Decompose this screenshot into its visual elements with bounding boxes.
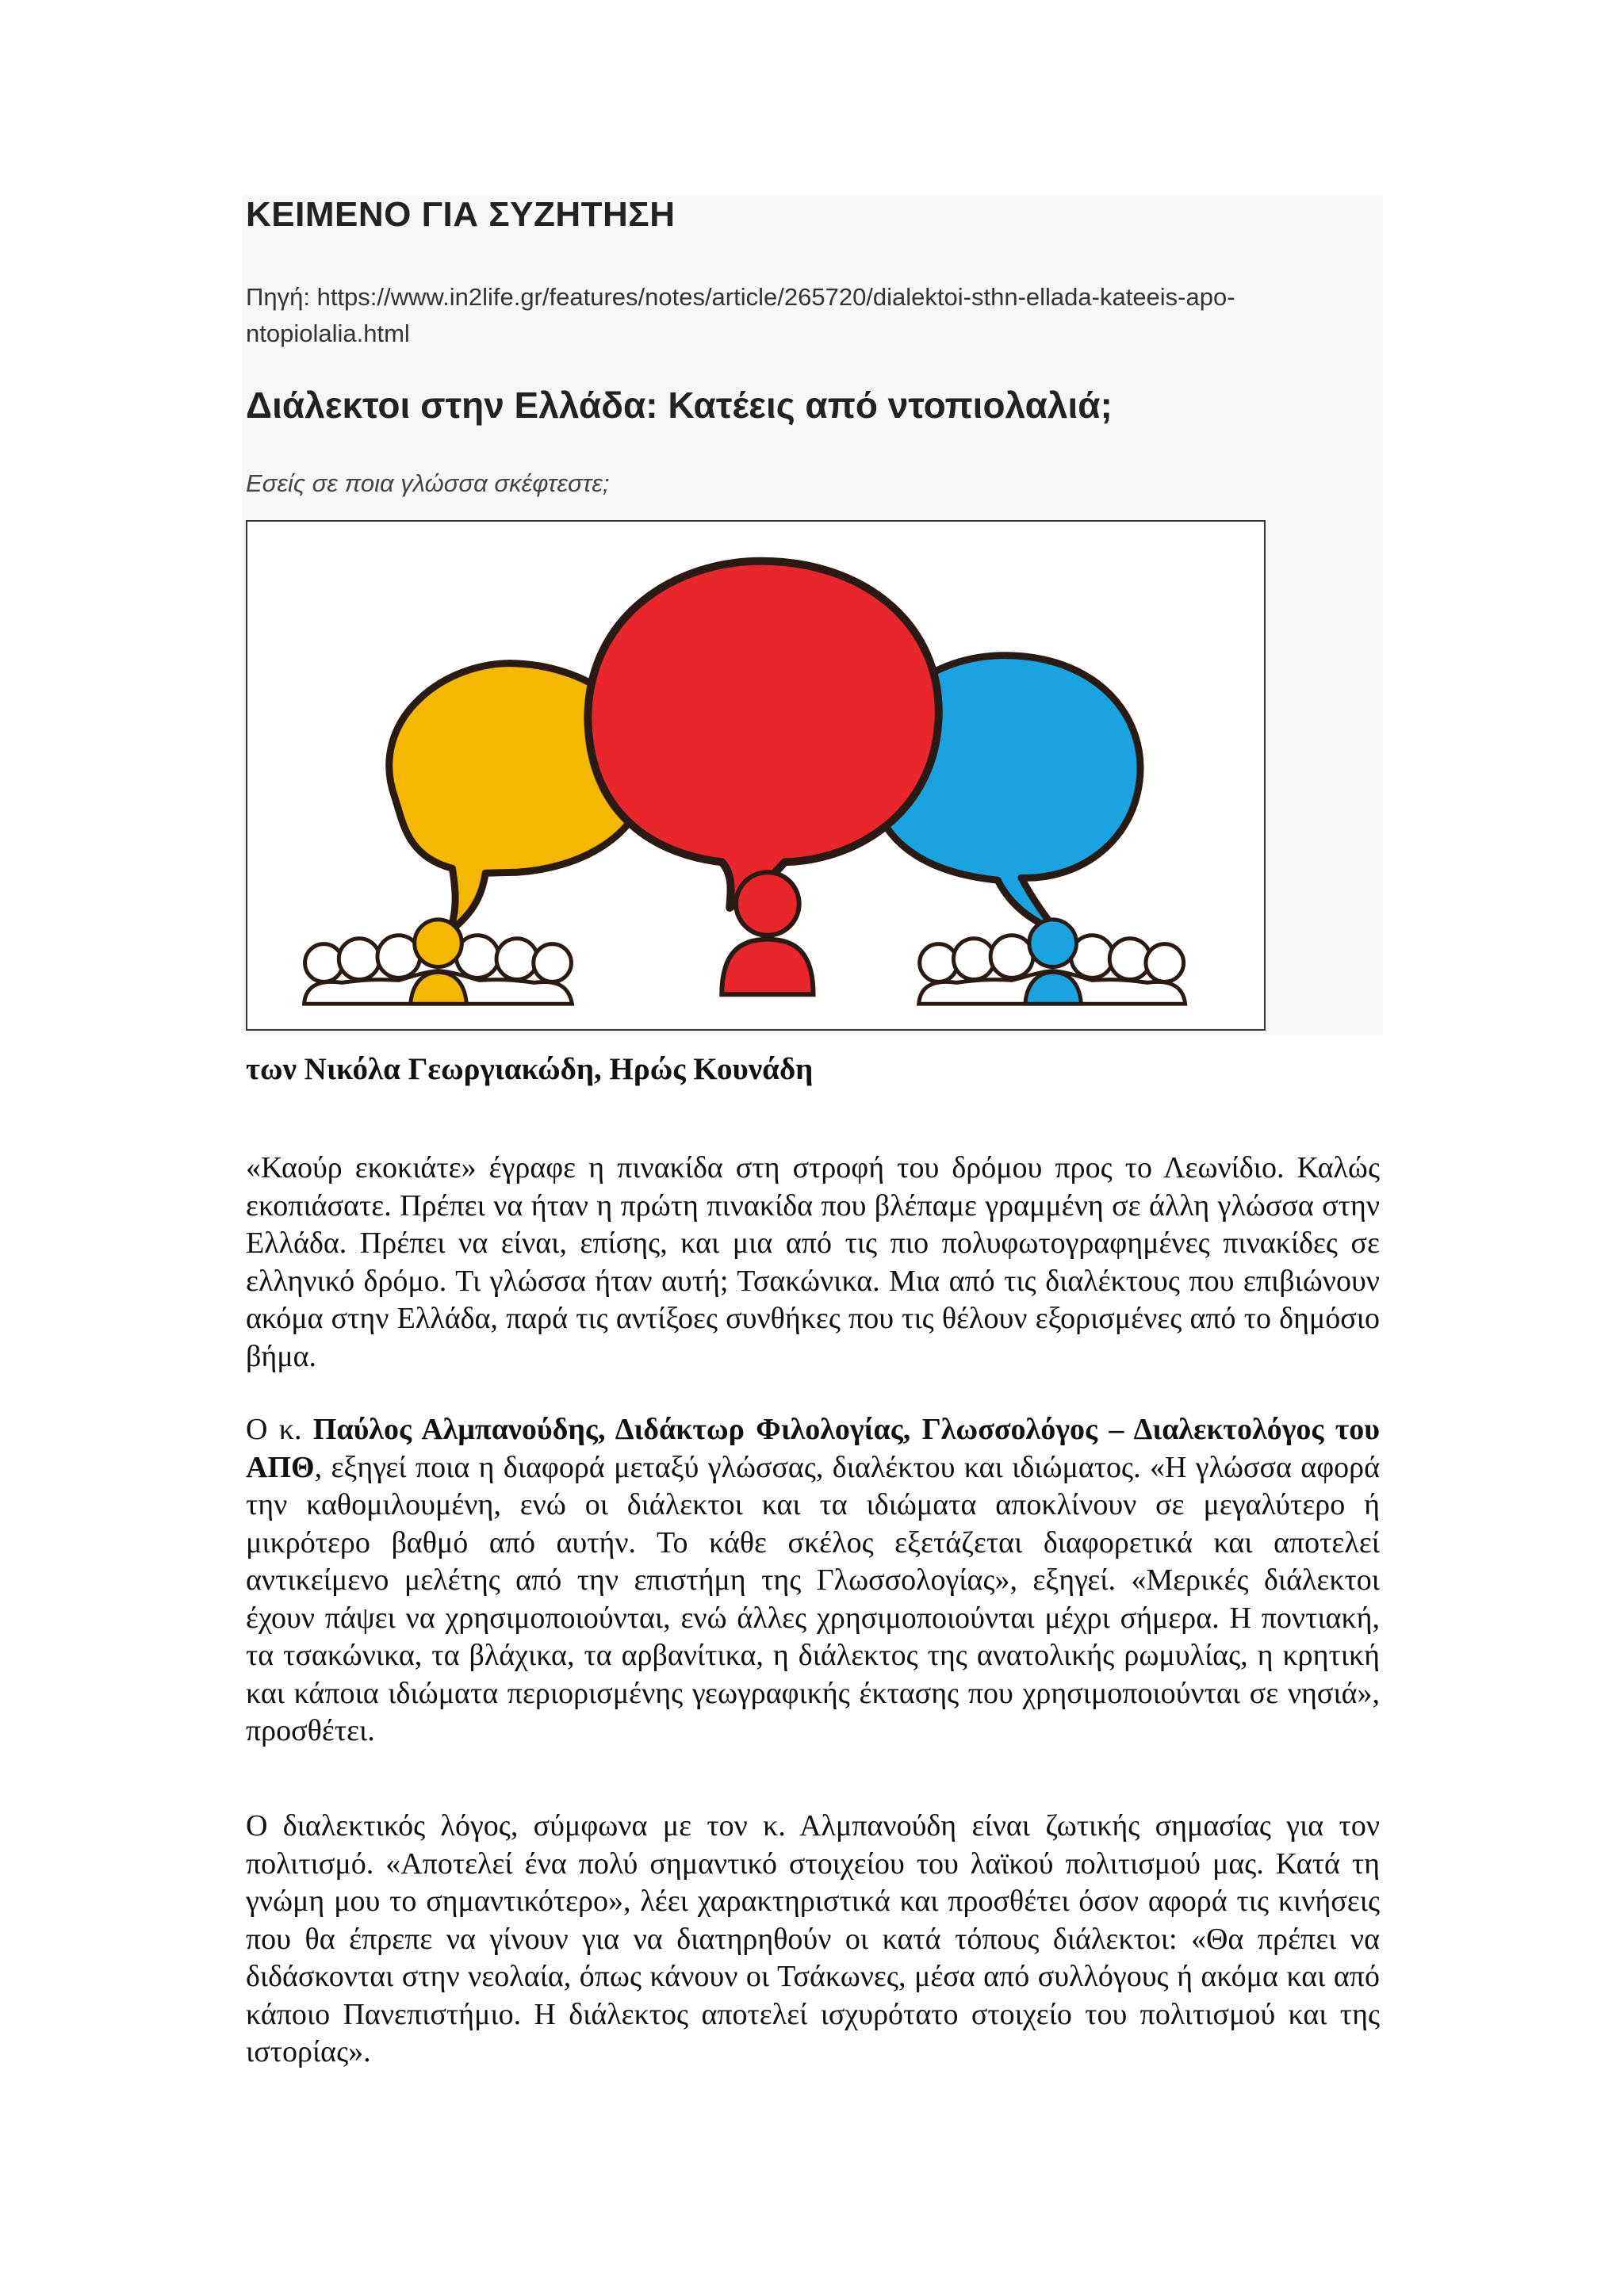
section-heading: ΚΕΙΜΕΝΟ ΓΙΑ ΣΥΖΗΤΗΣΗ bbox=[246, 195, 676, 234]
red-speech-bubble-icon bbox=[588, 561, 938, 908]
article-title: Διάλεκτοι στην Ελλάδα: Κατέεις από ντοπιολαλιά; bbox=[246, 385, 1113, 426]
article-subtitle: Εσείς σε ποια γλώσσα σκέφτεστε; bbox=[246, 469, 610, 497]
right-audience-icon bbox=[919, 920, 1185, 1004]
source-link[interactable]: Πηγή: https://www.in2life.gr/features/notes/article/265720/dialektoi-sthn-ellada-kateeis-apo-ntopiolalia.html bbox=[246, 283, 1235, 347]
paragraph-2-rest: , εξηγεί ποια η διαφορά μεταξύ γλώσσας, διαλέκτου και ιδιώματος. «Η γλώσσα αφορά την καθομιλουμένη, ενώ οι διάλεκτοι και τα ιδιώματα αποκλίνουν σε μεγαλύτερο ή μικρότερο βαθμό από αυτήν. Το κάθε σκέλος εξετάζεται διαφορετικά και αποτελεί αντικείμενο μελέτης από την επιστήμη της Γλωσσολογίας», εξηγεί. «Μερικές διάλεκτοι έχουν πάψει να χρησιμοποιούνται, ενώ άλλες χρησιμοποιούνται μέχρι σήμερα. Η ποντιακή, τα τσακώνικα, τα βλάχικα, τα αρβανίτικα, η διάλεκτος της ανατολικής ρωμυλίας, η κρητική και κάποια ιδιώματα περιορισμένης γεωγραφικής έκτασης που χρησιμοποιούνται σε νησιά», προσθέτει. bbox=[246, 1450, 1380, 1747]
paragraph-2-lead: Ο κ. bbox=[246, 1413, 313, 1446]
paragraph-2 bbox=[246, 1411, 1380, 1751]
left-audience-icon bbox=[304, 920, 573, 1004]
speech-bubbles-illustration bbox=[246, 520, 1266, 1031]
paragraph-2-bold: Παύλος Αλμπανούδης, Διδάκτωρ Φιλολογίας, Γλωσσολόγος – Διαλεκτολόγος του ΑΠΘ bbox=[246, 1413, 1380, 1484]
paragraph-3: Ο διαλεκτικός λόγος, σύμφωνα με τον κ. Αλμπανούδη είναι ζωτικής σημασίας για τον πολιτισμό. «Αποτελεί ένα πολύ σημαντικό στοιχείου του λαϊκού πολιτισμού μας. Κατά τη γνώμη μου το σημαντικότερο», λέει χαρακτηριστικά και προσθέτει όσον αφορά τις κινήσεις που θα έπρεπε να γίνουν για να διατηρηθούν οι κατά τόπους διάλεκτοι: «Θα πρέπει να διδάσκονται στην νεολαία, όπως κάνουν οι Τσάκωνες, μέσα από συλλόγους ή ακόμα και από κάποιο Πανεπιστήμιο. Η διάλεκτος αποτελεί ισχυρότατο στοιχείο του πολιτισμού και της ιστορίας». bbox=[246, 1809, 1380, 2068]
paragraph-1: «Καούρ εκοκιάτε» έγραφε η πινακίδα στη στροφή του δρόμου προς το Λεωνίδιο. Καλώς εκοπιάσατε. Πρέπει να ήταν η πρώτη πινακίδα που βλέπαμε γραμμένη σε άλλη γλώσσα στην Ελλάδα. Πρέπει να είναι, επίσης, και μια από τις πιο πολυφωτογραφημένες πινακίδες σε ελληνικό δρόμο. Τι γλώσσα ήταν αυτή; Τσακώνικα. Μια από τις διαλέκτους που επιβιώνουν ακόμα στην Ελλάδα, παρά τις αντίξοες συνθήκες που τις θέλουν εξορισμένες από το δημόσιο βήμα. bbox=[246, 1151, 1380, 1373]
article-authors: των Νικόλα Γεωργιακώδη, Ηρώς Κουνάδη bbox=[246, 1052, 814, 1086]
